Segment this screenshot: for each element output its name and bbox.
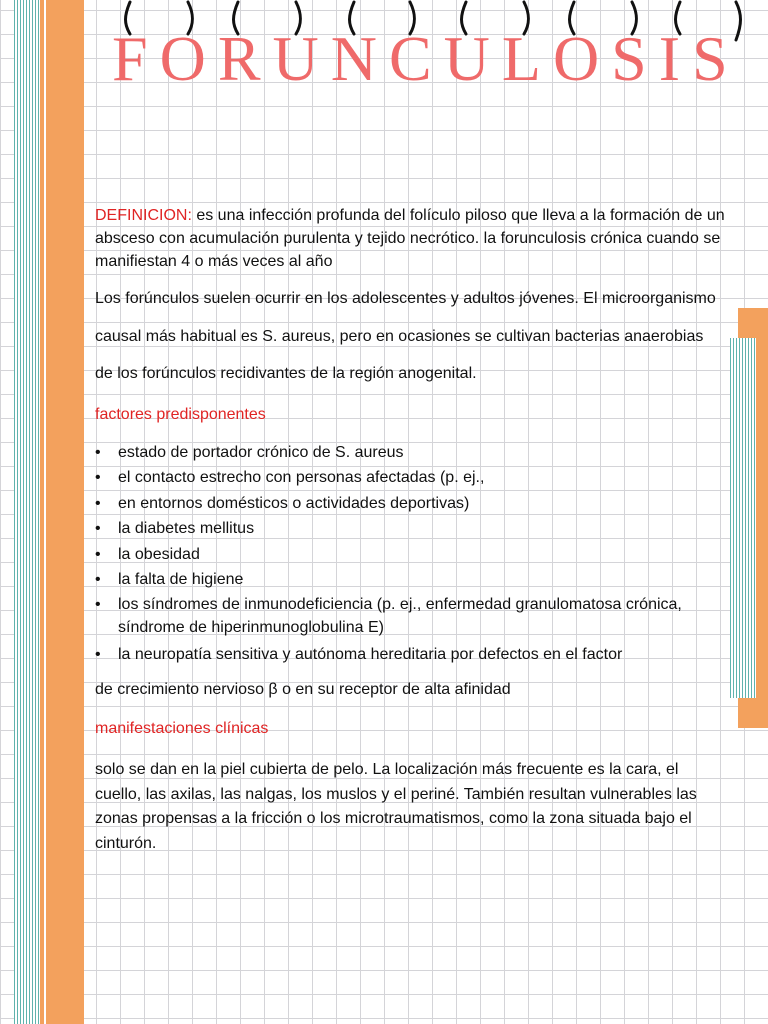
- clinical-paragraph: solo se dan en la piel cubierta de pelo. La localización más frecuente es la cara, el cuello, las axilas, las nalgas, los muslos y el periné. También resultan vulnerables las zonas propensas a la fricción o los microtraumatismos, como la zona situada bajo el cinturón.: [95, 761, 697, 852]
- list-item: • la diabetes mellitus: [118, 516, 725, 542]
- right-teal-stripe: [730, 338, 756, 698]
- clinical-heading: manifestaciones clínicas: [95, 720, 269, 737]
- predisposing-list: [95, 440, 725, 668]
- epidemiology-paragraph: Los forúnculos suelen ocurrir en los adolescentes y adultos jóvenes. El microorganismo causal más habitual es S. aureus, pero en ocasiones se cultivan bacterias anaerobias de los forúnculos recidivantes de la región anogenital.: [95, 290, 716, 382]
- list-item: • los síndromes de inmunodeficiencia (p. ej., enfermedad granulomatosa crónica, síndrome de hiperinmunoglobulina E): [118, 593, 725, 639]
- bullet-icon: •: [95, 494, 101, 512]
- definition-label: DEFINICION:: [95, 207, 192, 224]
- list-item: • en entornos domésticos o actividades deportivas): [118, 491, 725, 517]
- bullet-icon: •: [95, 571, 101, 588]
- bullet-icon: •: [95, 545, 101, 563]
- list-item: • la obesidad: [118, 542, 725, 568]
- document-body: [95, 204, 725, 856]
- definition-text: es una infección profunda del folículo piloso que lleva a la formación de un absceso con acumulación purulenta y tejido necrótico. la forunculosis crónica cuando se manifiestan 4 o más veces al año: [95, 207, 725, 270]
- list-item: • la neuropatía sensitiva y autónoma hereditaria por defectos en el factor: [118, 642, 725, 668]
- list-item: • el contacto estrecho con personas afectadas (p. ej.,: [118, 465, 725, 491]
- bullet-icon: •: [95, 443, 101, 461]
- list-item: • estado de portador crónico de S. aureus: [118, 440, 725, 466]
- bullet-icon: •: [95, 645, 101, 663]
- bullet-icon: •: [95, 520, 101, 537]
- list-item: • la falta de higiene: [118, 567, 725, 593]
- left-orange-stripe: [40, 0, 84, 1024]
- page-title: FORUNCULOSIS: [112, 23, 740, 94]
- bullet-icon: •: [95, 469, 101, 486]
- predisposing-heading: factores predisponentes: [95, 405, 266, 423]
- list-continuation: de crecimiento nervioso β o en su receptor de alta afinidad: [95, 681, 511, 698]
- bullet-icon: •: [95, 595, 101, 613]
- left-teal-stripe: [14, 0, 40, 1024]
- definition-paragraph: [95, 204, 725, 273]
